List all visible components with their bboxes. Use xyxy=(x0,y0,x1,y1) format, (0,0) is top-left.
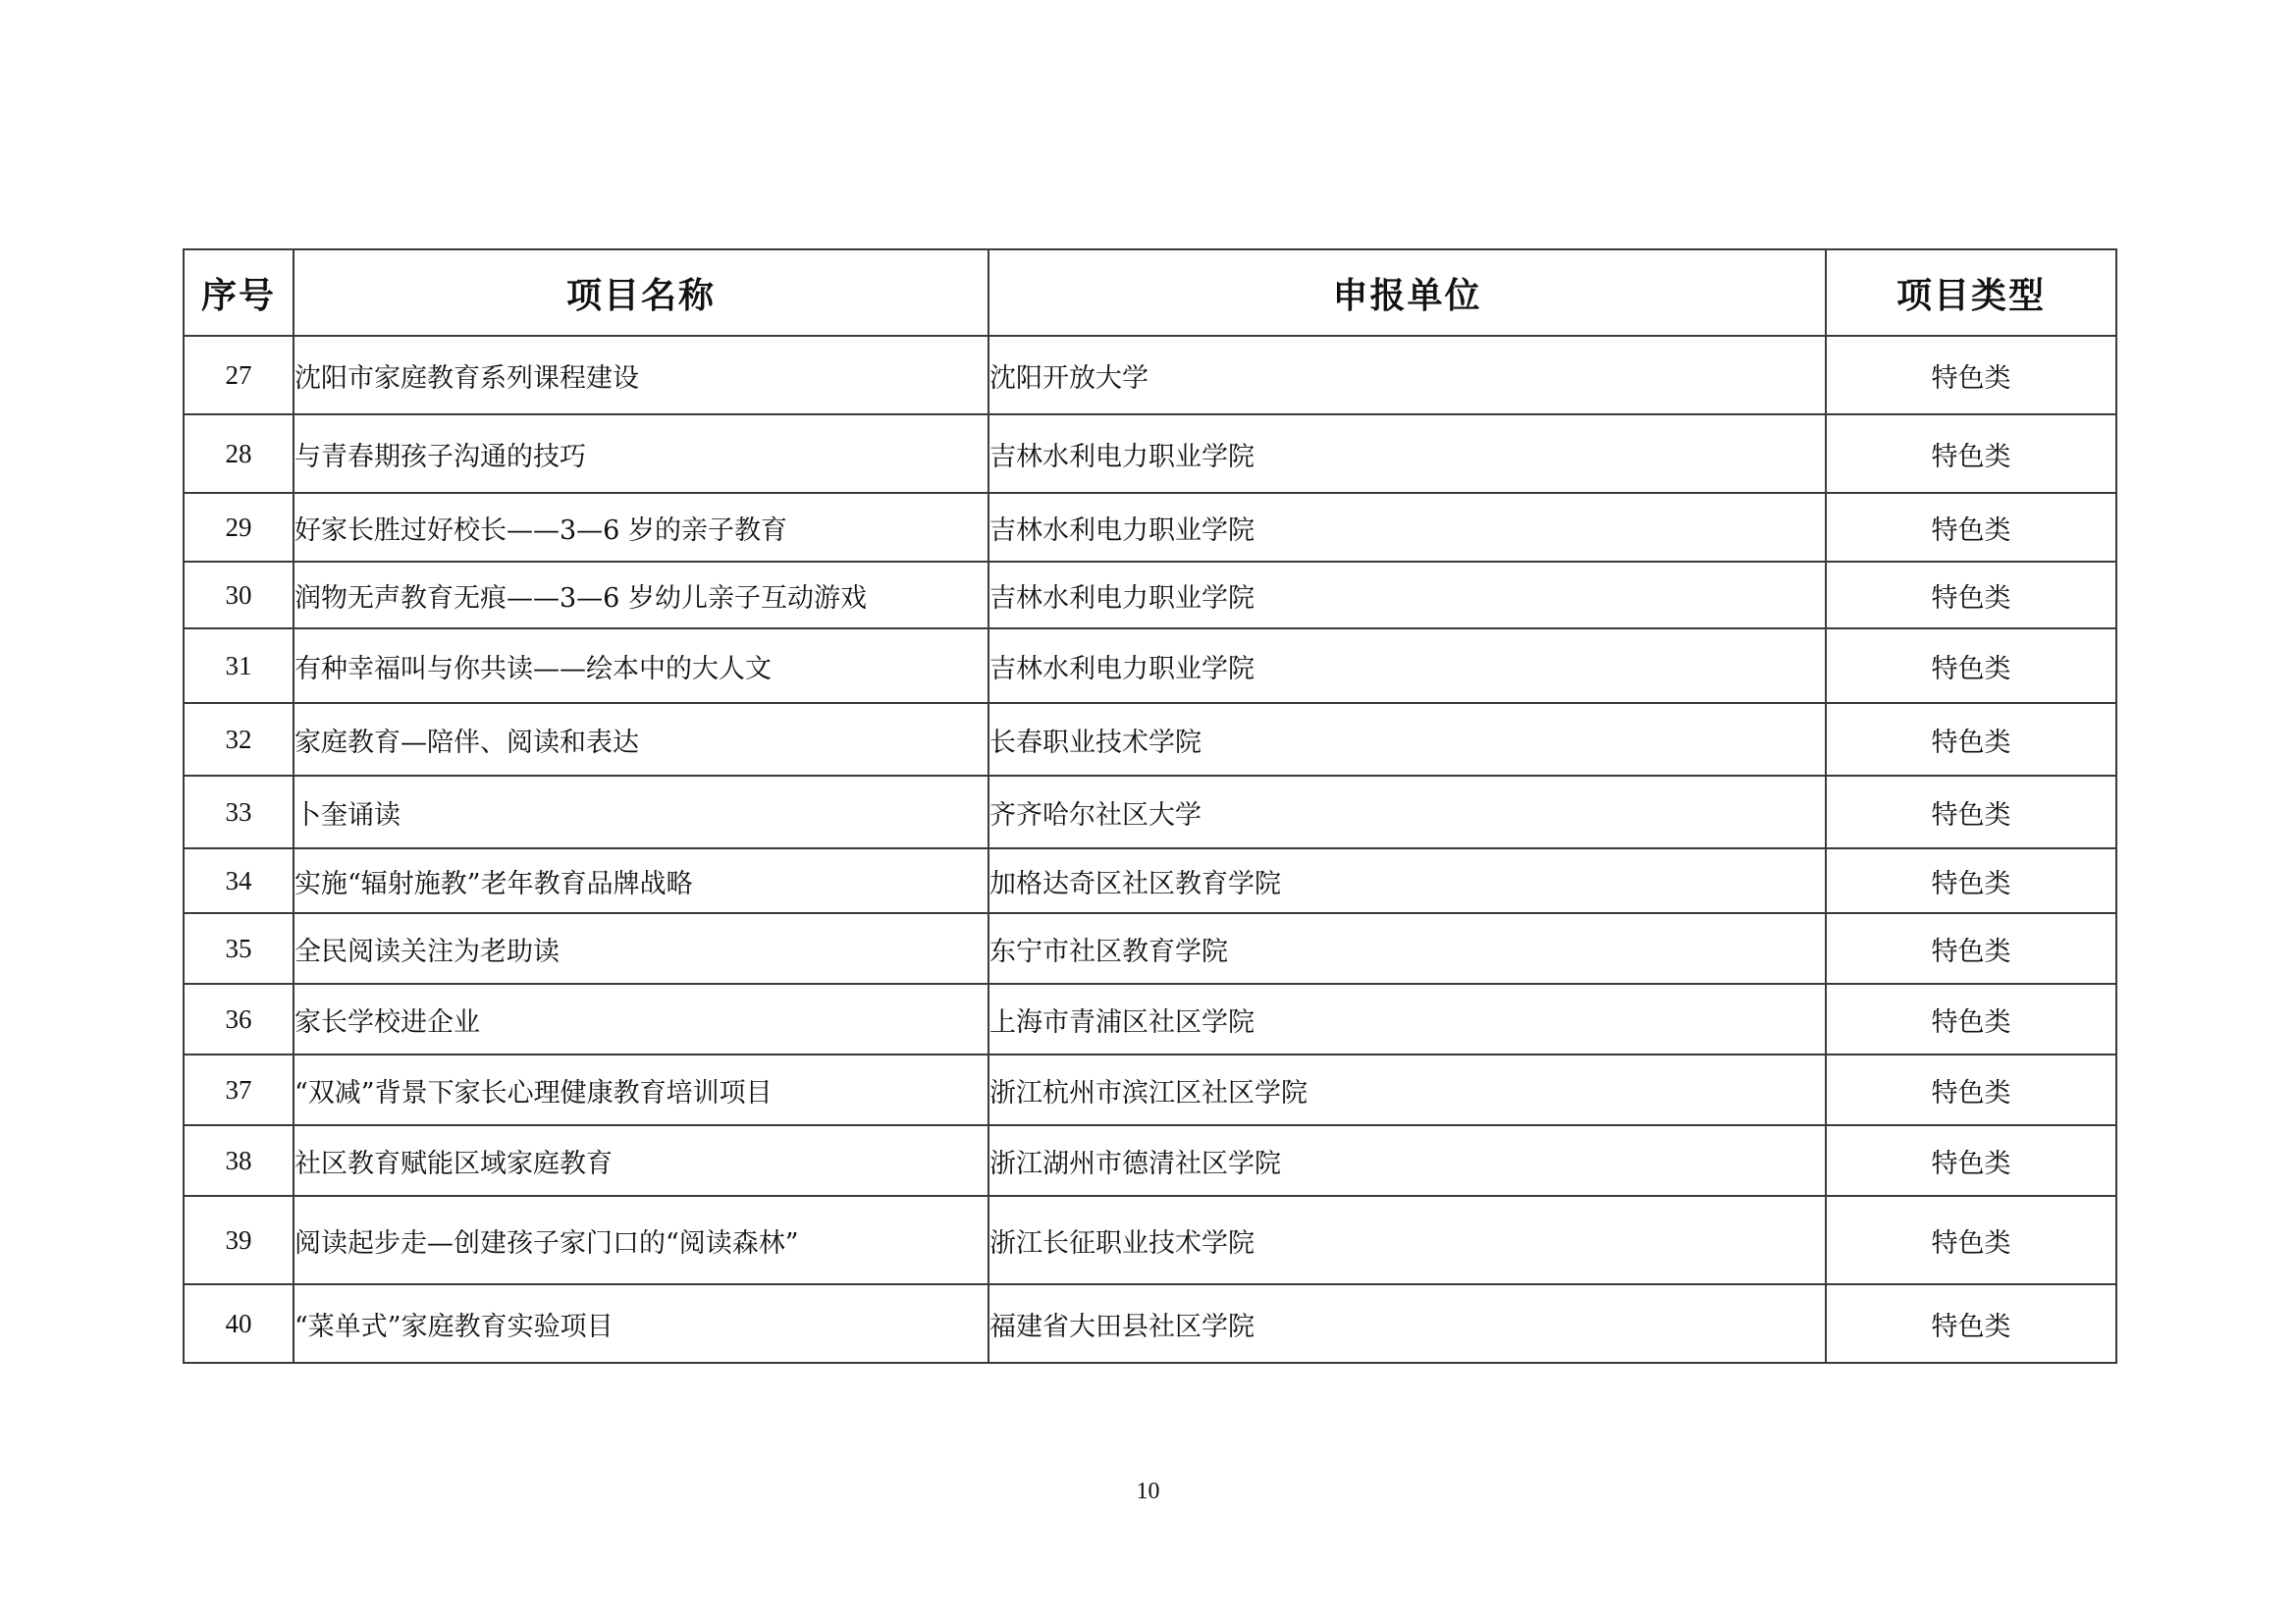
cell-project-type: 特色类 xyxy=(1826,628,2116,703)
table-body xyxy=(184,336,2116,1363)
cell-num: 40 xyxy=(184,1284,294,1363)
cell-project-name: 好家长胜过好校长——3—6 岁的亲子教育 xyxy=(294,493,988,562)
cell-project-type: 特色类 xyxy=(1826,703,2116,776)
cell-num: 37 xyxy=(184,1055,294,1125)
cell-applying-unit: 浙江长征职业技术学院 xyxy=(988,1196,1826,1284)
cell-num: 38 xyxy=(184,1125,294,1196)
cell-project-name: 阅读起步走—创建孩子家门口的“阅读森林” xyxy=(294,1196,988,1284)
cell-project-type: 特色类 xyxy=(1826,562,2116,628)
cell-project-type: 特色类 xyxy=(1826,1125,2116,1196)
table-row xyxy=(184,776,2116,848)
cell-applying-unit: 吉林水利电力职业学院 xyxy=(988,493,1826,562)
cell-project-type: 特色类 xyxy=(1826,776,2116,848)
table-row xyxy=(184,848,2116,913)
cell-num: 31 xyxy=(184,628,294,703)
table-row xyxy=(184,1284,2116,1363)
cell-applying-unit: 吉林水利电力职业学院 xyxy=(988,628,1826,703)
cell-project-name: “菜单式”家庭教育实验项目 xyxy=(294,1284,988,1363)
cell-applying-unit: 吉林水利电力职业学院 xyxy=(988,414,1826,493)
cell-project-name: 润物无声教育无痕——3—6 岁幼儿亲子互动游戏 xyxy=(294,562,988,628)
project-table xyxy=(183,248,2117,1364)
cell-project-name: 实施“辐射施教”老年教育品牌战略 xyxy=(294,848,988,913)
cell-project-name: 全民阅读关注为老助读 xyxy=(294,913,988,984)
cell-num: 29 xyxy=(184,493,294,562)
table-row xyxy=(184,1055,2116,1125)
cell-applying-unit: 齐齐哈尔社区大学 xyxy=(988,776,1826,848)
cell-project-type: 特色类 xyxy=(1826,493,2116,562)
header-applying-unit: 申报单位 xyxy=(988,249,1826,336)
cell-project-name: 与青春期孩子沟通的技巧 xyxy=(294,414,988,493)
cell-num: 32 xyxy=(184,703,294,776)
header-row xyxy=(184,249,2116,336)
cell-project-name: 沈阳市家庭教育系列课程建设 xyxy=(294,336,988,414)
table-row xyxy=(184,562,2116,628)
table-header xyxy=(184,249,2116,336)
cell-num: 28 xyxy=(184,414,294,493)
cell-project-type: 特色类 xyxy=(1826,848,2116,913)
cell-project-name: 有种幸福叫与你共读——绘本中的大人文 xyxy=(294,628,988,703)
cell-applying-unit: 沈阳开放大学 xyxy=(988,336,1826,414)
header-project-name: 项目名称 xyxy=(294,249,988,336)
cell-project-type: 特色类 xyxy=(1826,1055,2116,1125)
header-num: 序号 xyxy=(184,249,294,336)
cell-project-name: 社区教育赋能区域家庭教育 xyxy=(294,1125,988,1196)
cell-project-type: 特色类 xyxy=(1826,913,2116,984)
cell-project-name: 家长学校进企业 xyxy=(294,984,988,1055)
table-row xyxy=(184,913,2116,984)
table-row xyxy=(184,1196,2116,1284)
cell-applying-unit: 上海市青浦区社区学院 xyxy=(988,984,1826,1055)
cell-applying-unit: 浙江湖州市德清社区学院 xyxy=(988,1125,1826,1196)
cell-applying-unit: 福建省大田县社区学院 xyxy=(988,1284,1826,1363)
table-row xyxy=(184,414,2116,493)
header-project-type: 项目类型 xyxy=(1826,249,2116,336)
cell-num: 39 xyxy=(184,1196,294,1284)
cell-num: 27 xyxy=(184,336,294,414)
cell-project-name: 卜奎诵读 xyxy=(294,776,988,848)
cell-project-type: 特色类 xyxy=(1826,414,2116,493)
table-row xyxy=(184,336,2116,414)
cell-num: 33 xyxy=(184,776,294,848)
cell-num: 36 xyxy=(184,984,294,1055)
cell-applying-unit: 长春职业技术学院 xyxy=(988,703,1826,776)
table-row xyxy=(184,628,2116,703)
cell-project-name: “双减”背景下家长心理健康教育培训项目 xyxy=(294,1055,988,1125)
cell-applying-unit: 吉林水利电力职业学院 xyxy=(988,562,1826,628)
table-row xyxy=(184,984,2116,1055)
cell-project-name: 家庭教育—陪伴、阅读和表达 xyxy=(294,703,988,776)
cell-applying-unit: 加格达奇区社区教育学院 xyxy=(988,848,1826,913)
cell-num: 35 xyxy=(184,913,294,984)
table-row xyxy=(184,703,2116,776)
cell-applying-unit: 浙江杭州市滨江区社区学院 xyxy=(988,1055,1826,1125)
table-row xyxy=(184,1125,2116,1196)
cell-project-type: 特色类 xyxy=(1826,336,2116,414)
cell-project-type: 特色类 xyxy=(1826,1196,2116,1284)
table-row xyxy=(184,493,2116,562)
cell-project-type: 特色类 xyxy=(1826,984,2116,1055)
cell-applying-unit: 东宁市社区教育学院 xyxy=(988,913,1826,984)
cell-num: 30 xyxy=(184,562,294,628)
page-number: 10 xyxy=(1136,1479,1160,1504)
cell-num: 34 xyxy=(184,848,294,913)
cell-project-type: 特色类 xyxy=(1826,1284,2116,1363)
